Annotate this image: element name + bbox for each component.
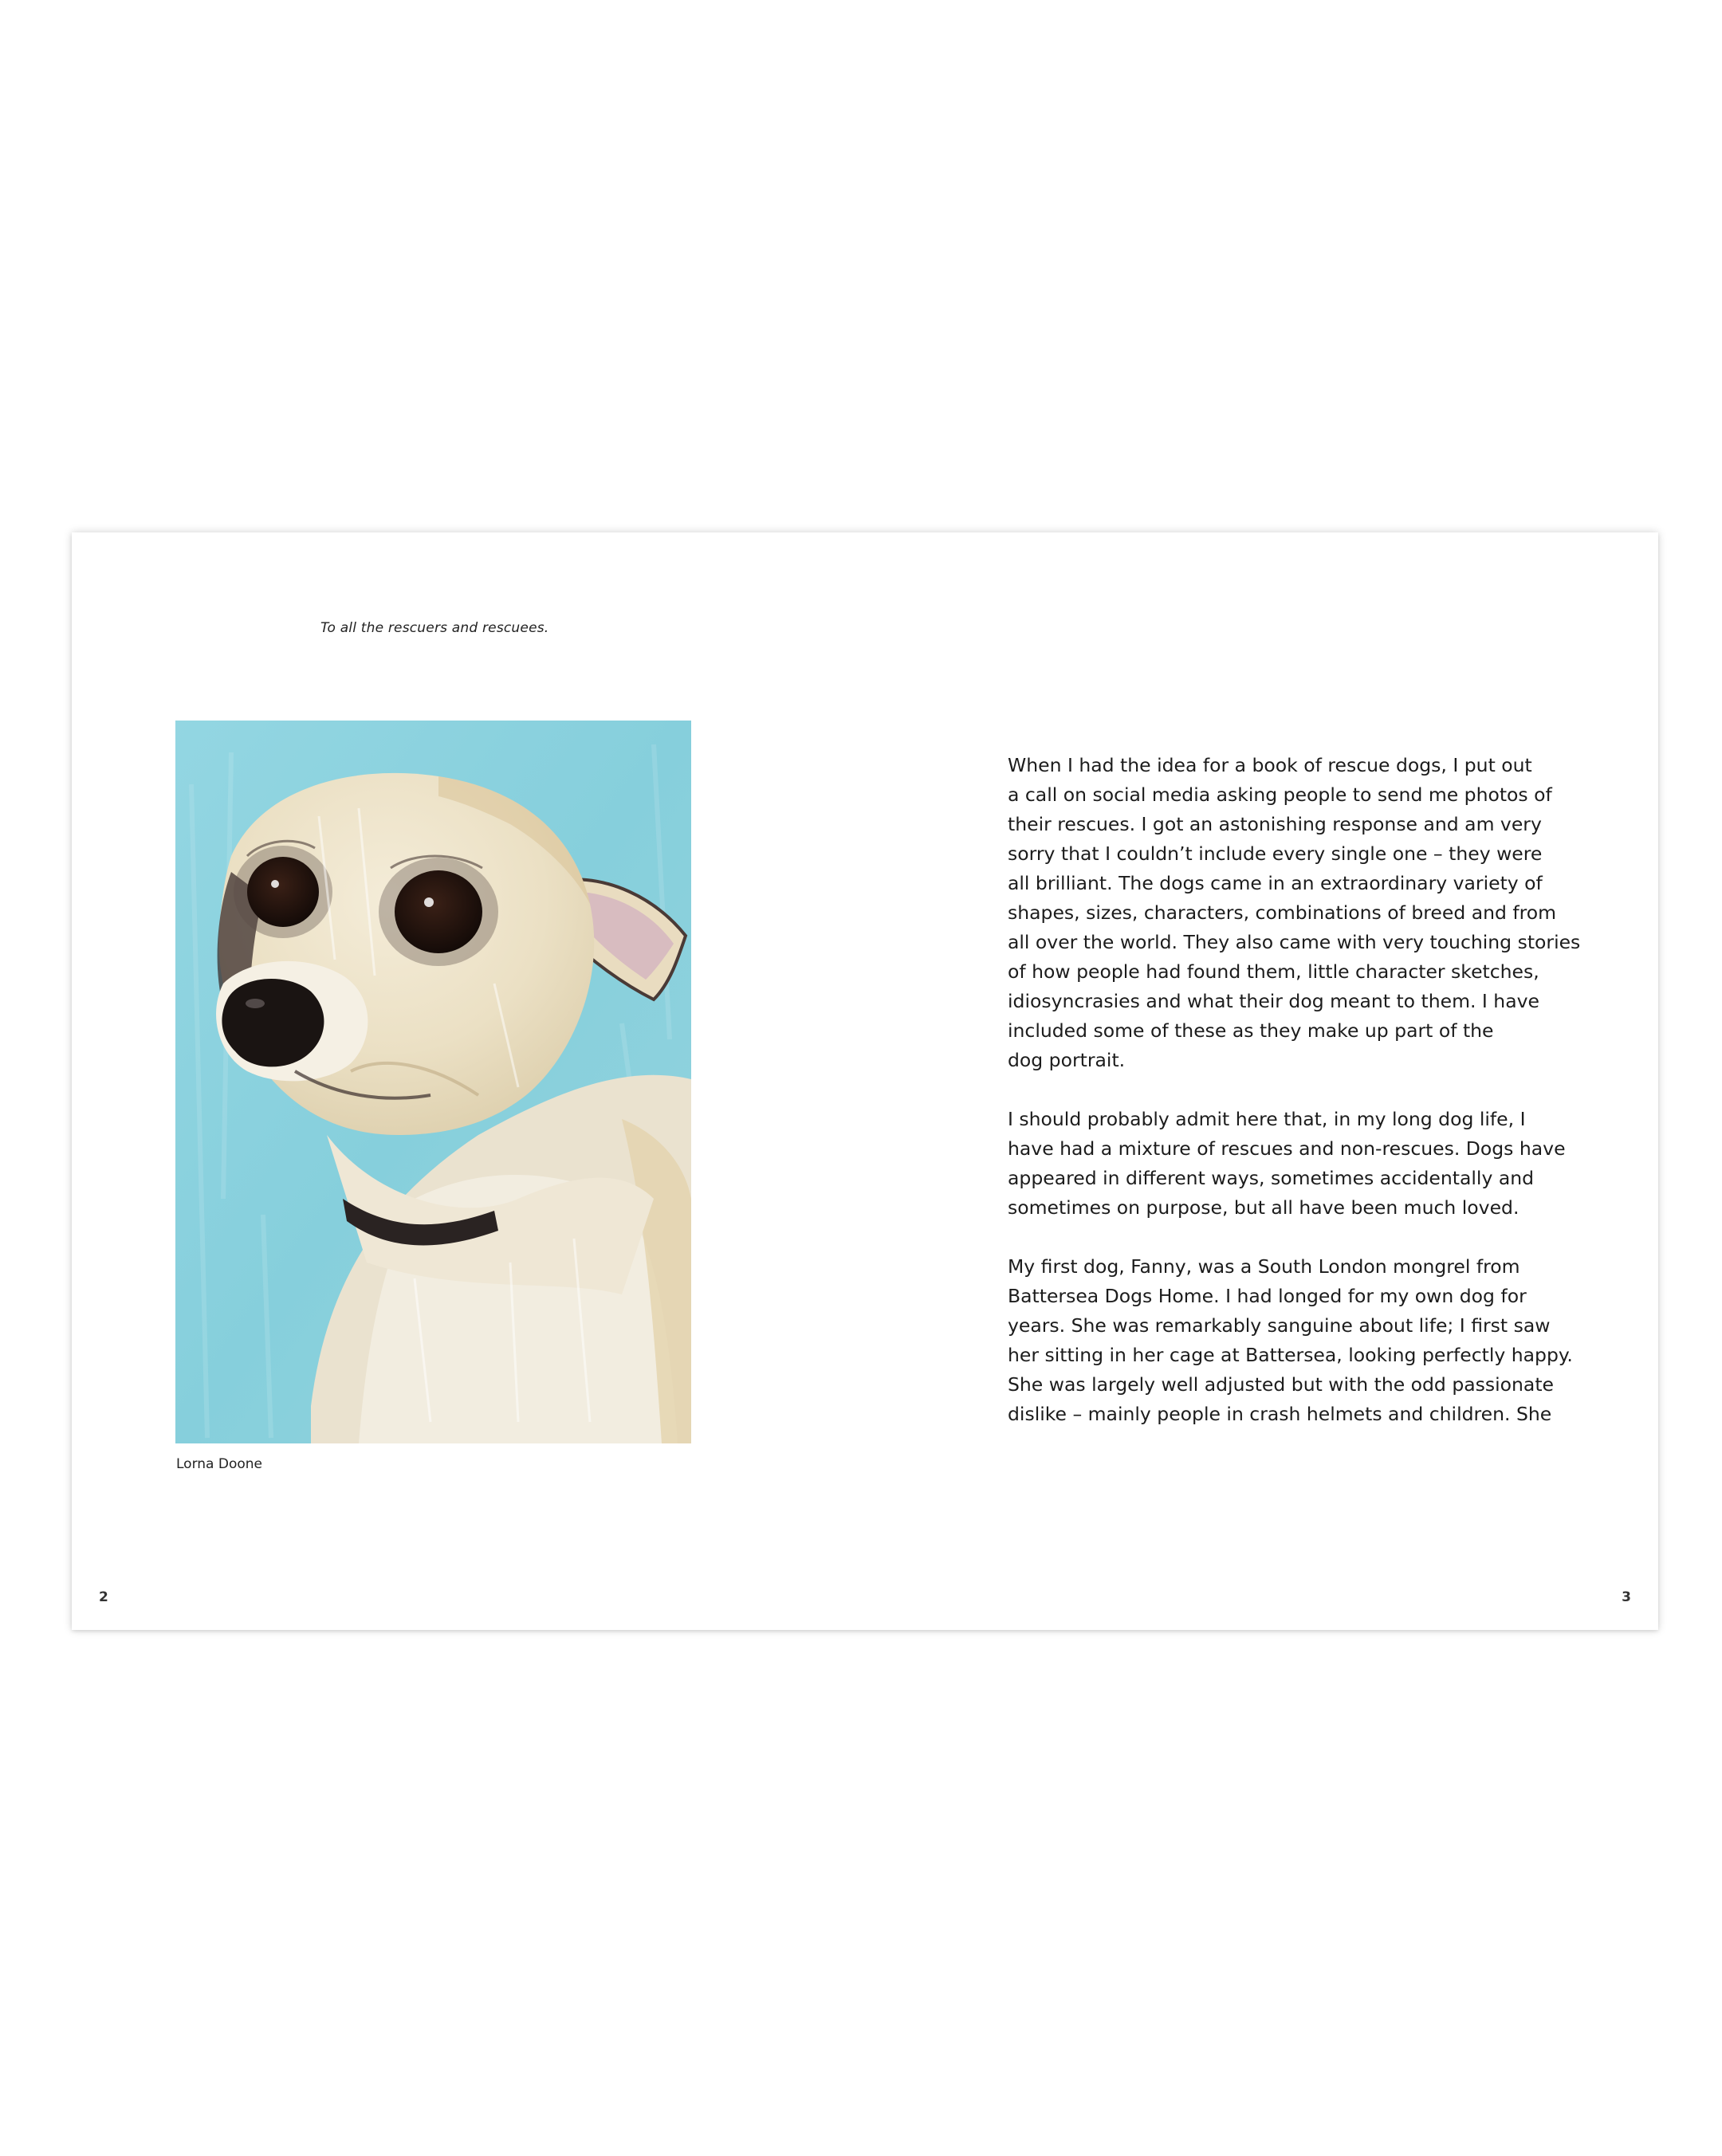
text-line: all brilliant. The dogs came in an extraordinary variety of bbox=[1008, 872, 1543, 894]
text-line: of how people had found them, little character sketches, bbox=[1008, 960, 1539, 983]
page-number-left: 2 bbox=[99, 1589, 108, 1605]
dog-portrait-painting bbox=[175, 721, 691, 1443]
portrait-caption: Lorna Doone bbox=[176, 1456, 262, 1472]
text-line: dog portrait. bbox=[1008, 1049, 1126, 1071]
text-line: all over the world. They also came with very touching stories bbox=[1008, 931, 1581, 953]
paragraph bbox=[1008, 1252, 1573, 1429]
text-line: their rescues. I got an astonishing response and am very bbox=[1008, 813, 1542, 835]
text-line: Battersea Dogs Home. I had longed for my own dog for bbox=[1008, 1285, 1527, 1307]
text-line: dislike – mainly people in crash helmets and children. She bbox=[1008, 1403, 1552, 1425]
text-line: When I had the idea for a book of rescue dogs, I put out bbox=[1008, 754, 1532, 776]
text-line: I should probably admit here that, in my long dog life, I bbox=[1008, 1108, 1526, 1130]
text-line: included some of these as they make up part of the bbox=[1008, 1019, 1494, 1042]
text-line: years. She was remarkably sanguine about life; I first saw bbox=[1008, 1314, 1551, 1337]
text-line: My first dog, Fanny, was a South London mongrel from bbox=[1008, 1255, 1520, 1278]
text-line: She was largely well adjusted but with the odd passionate bbox=[1008, 1373, 1554, 1396]
text-line: sorry that I couldn’t include every single one – they were bbox=[1008, 842, 1543, 865]
text-line: a call on social media asking people to send me photos of bbox=[1008, 783, 1552, 806]
text-line: sometimes on purpose, but all have been much loved. bbox=[1008, 1196, 1520, 1219]
paragraph bbox=[1008, 751, 1581, 1075]
text-line: have had a mixture of rescues and non-rescues. Dogs have bbox=[1008, 1137, 1566, 1160]
book-spread bbox=[72, 532, 1658, 1630]
paragraph bbox=[1008, 1105, 1566, 1223]
body-text bbox=[1008, 751, 1581, 1459]
page-number-right: 3 bbox=[1622, 1589, 1631, 1605]
dedication: To all the rescuers and rescuees. bbox=[320, 620, 549, 636]
text-line: shapes, sizes, characters, combinations of breed and from bbox=[1008, 901, 1557, 924]
text-line: her sitting in her cage at Battersea, looking perfectly happy. bbox=[1008, 1344, 1573, 1366]
text-line: appeared in different ways, sometimes accidentally and bbox=[1008, 1167, 1535, 1189]
text-line: idiosyncrasies and what their dog meant to them. I have bbox=[1008, 990, 1539, 1012]
